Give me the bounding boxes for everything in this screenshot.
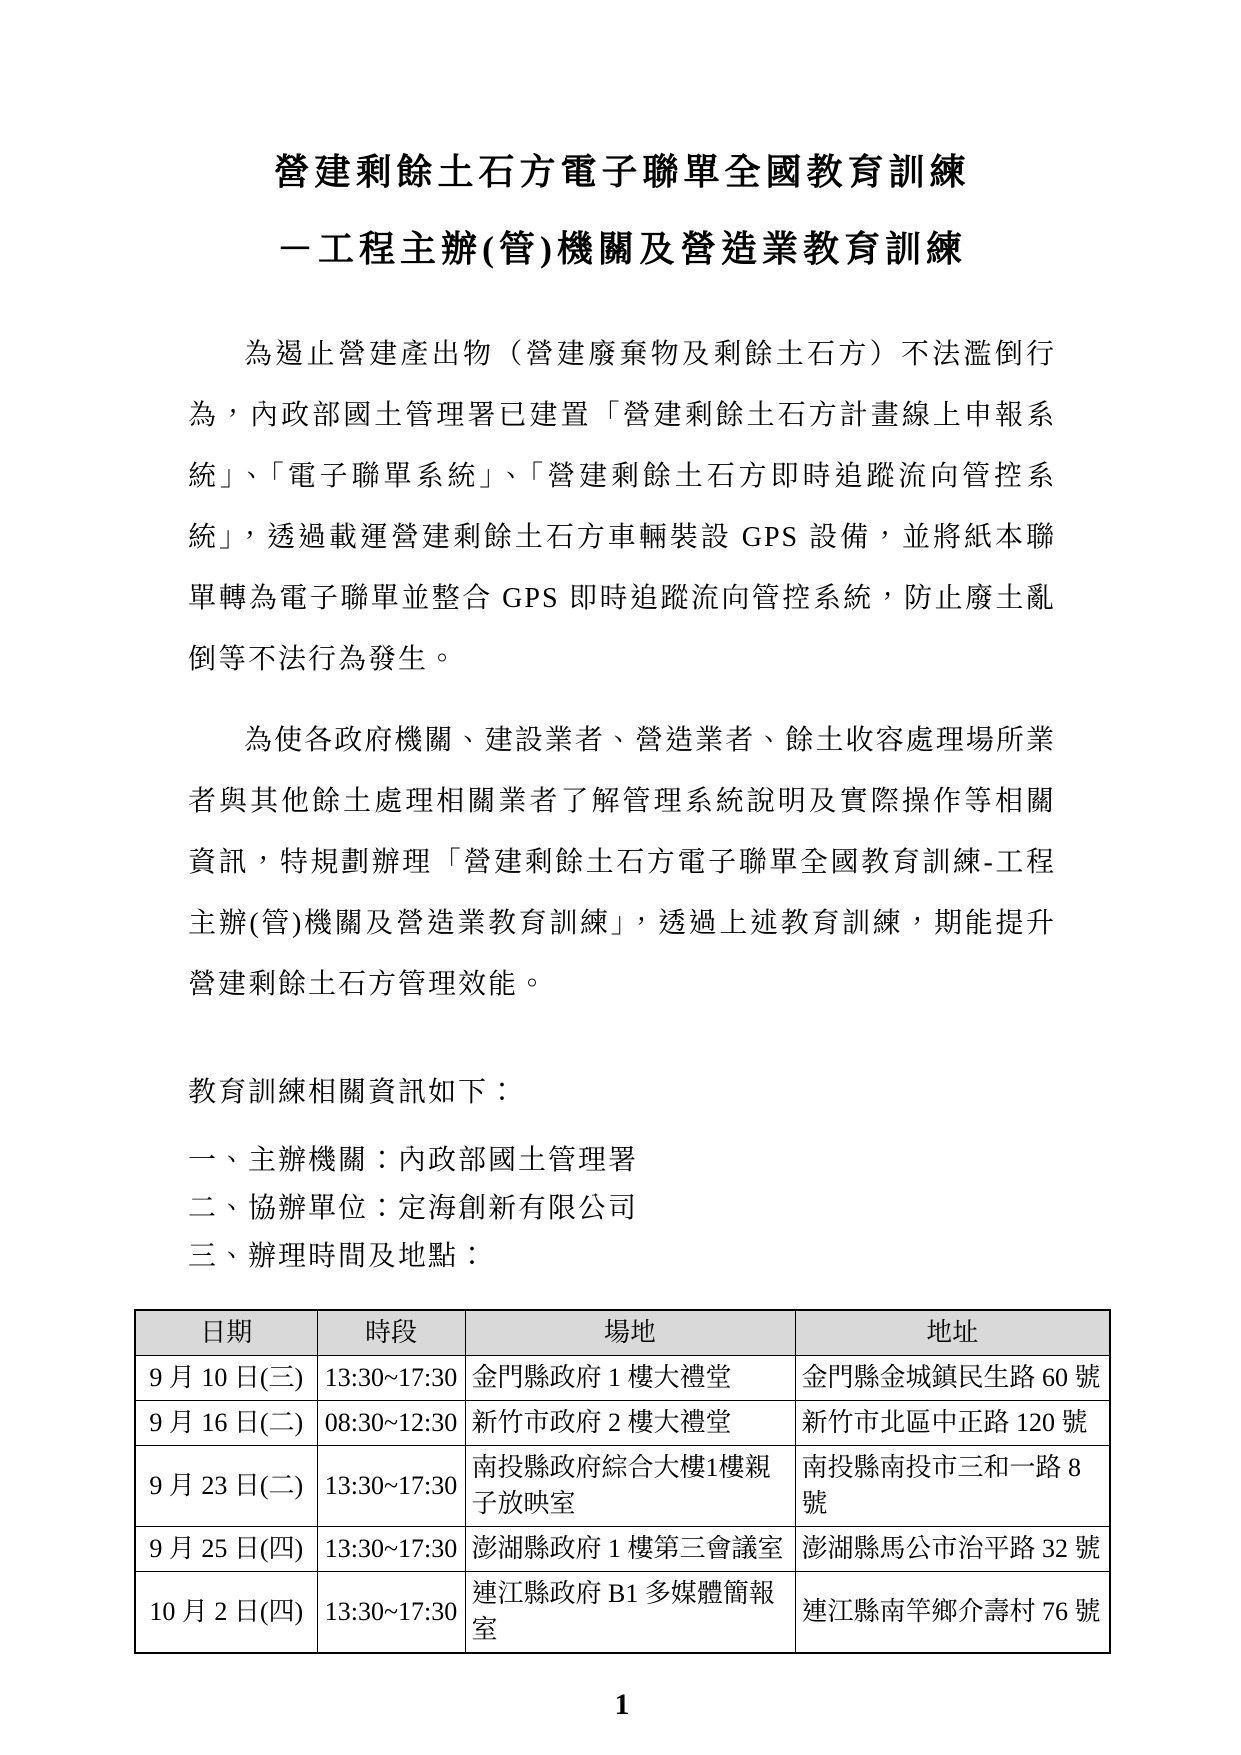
cell-date: 9 月 16 日(二): [135, 1401, 317, 1446]
cell-date: 9 月 25 日(四): [135, 1527, 317, 1572]
cell-venue: 金門縣政府 1 樓大禮堂: [465, 1356, 795, 1401]
page-number: 1: [614, 1688, 630, 1721]
document-subtitle: －工程主辦(管)機關及營造業教育訓練: [277, 229, 967, 269]
list-item-organizer: 一、主辦機關：內政部國土管理署: [188, 1145, 639, 1176]
table-row: [135, 1356, 1110, 1401]
cell-address: 南投縣南投市三和一路 8 號: [795, 1446, 1110, 1527]
column-header-date: 日期: [135, 1310, 317, 1356]
column-header-address: 地址: [795, 1310, 1110, 1356]
list-item-schedule-intro: 三、辦理時間及地點：: [188, 1241, 489, 1272]
info-heading: 教育訓練相關資訊如下：: [188, 1077, 519, 1108]
schedule-table: [134, 1309, 1111, 1654]
cell-time: 13:30~17:30: [317, 1572, 465, 1654]
info-list: [188, 1137, 1056, 1281]
cell-venue: 澎湖縣政府 1 樓第三會議室: [465, 1527, 795, 1572]
column-header-time: 時段: [317, 1310, 465, 1356]
cell-date: 9 月 23 日(二): [135, 1446, 317, 1527]
cell-address: 金門縣金城鎮民生路 60 號: [795, 1356, 1110, 1401]
table-row: [135, 1572, 1110, 1654]
table-header-row: [135, 1310, 1110, 1356]
cell-time: 13:30~17:30: [317, 1527, 465, 1572]
cell-time: 08:30~12:30: [317, 1401, 465, 1446]
table-row: [135, 1527, 1110, 1572]
cell-date: 10 月 2 日(四): [135, 1572, 317, 1654]
schedule-table-wrap: [134, 1309, 1109, 1654]
cell-date: 9 月 10 日(三): [135, 1356, 317, 1401]
column-header-venue: 場地: [465, 1310, 795, 1356]
document-title: 營建剩餘土石方電子聯單全國教育訓練: [273, 152, 971, 192]
list-item-co-organizer: 二、協辦單位：定海創新有限公司: [188, 1193, 639, 1224]
cell-time: 13:30~17:30: [317, 1356, 465, 1401]
paragraph-2: 為使各政府機關、建設業者、營造業者、餘土收容處理場所業者與其他餘土處理相關業者了解管理系統說明及實際操作等相關資訊，特規劃辦理「營建剩餘土石方電子聯單全國教育訓練-工程主辦(管)機關及營造業教育訓練」，透過上述教育訓練，期能提升營建剩餘土石方管理效能。: [188, 725, 1056, 1000]
cell-venue: 新竹市政府 2 樓大禮堂: [465, 1401, 795, 1446]
paragraph-1: 為遏止營建產出物（營建廢棄物及剩餘土石方）不法濫倒行為，內政部國土管理署已建置「營建剩餘土石方計畫線上申報系統」、「電子聯單系統」、「營建剩餘土石方即時追蹤流向管控系統」，透過載運營建剩餘土石方車輛裝設 GPS 設備，並將紙本聯單轉為電子聯單並整合 GPS 即時追蹤流向管控系統，防止廢土亂倒等不法行為發生。: [188, 339, 1056, 675]
cell-address: 連江縣南竿鄉介壽村 76 號: [795, 1572, 1110, 1654]
table-row: [135, 1446, 1110, 1527]
cell-venue: 南投縣政府綜合大樓1樓親子放映室: [465, 1446, 795, 1527]
cell-time: 13:30~17:30: [317, 1446, 465, 1527]
table-row: [135, 1401, 1110, 1446]
cell-address: 澎湖縣馬公市治平路 32 號: [795, 1527, 1110, 1572]
cell-venue: 連江縣政府 B1 多媒體簡報室: [465, 1572, 795, 1654]
cell-address: 新竹市北區中正路 120 號: [795, 1401, 1110, 1446]
